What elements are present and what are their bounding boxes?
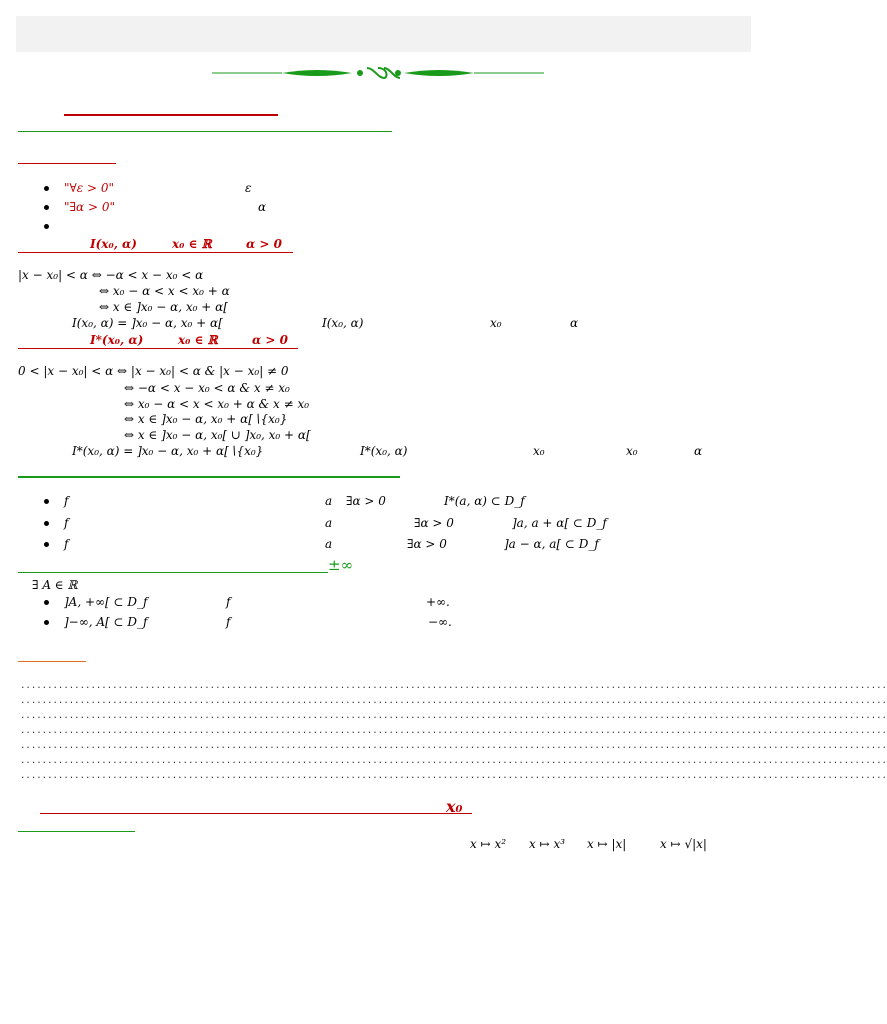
subsection-rule	[18, 163, 116, 164]
center-symbol: x₀	[490, 316, 502, 330]
equivalence-line: |x − x₀| < α ⇔ −α < x − x₀ < α	[18, 268, 204, 282]
equivalence-line: ⇔ x ∈ ]x₀ − α, x₀[ ∪ ]x₀, x₀ + α[	[124, 428, 311, 442]
section-rule	[40, 813, 472, 814]
bullet	[44, 600, 49, 605]
function-square: x ↦ x²	[470, 837, 507, 851]
dotted-answer-line: ................................................................................................................................................................	[20, 711, 887, 721]
x0-real: x₀ ∈ ℝ	[172, 237, 212, 251]
function-symbol: f	[226, 595, 231, 609]
bullet	[44, 224, 49, 229]
bullet	[44, 186, 49, 191]
domain-inclusion: ]−∞, A[ ⊂ D_f	[64, 615, 148, 629]
x0-heading: x₀	[446, 797, 463, 816]
limit-target: +∞.	[426, 595, 450, 609]
epsilon-symbol: ε	[245, 181, 252, 195]
dotted-answer-line: ................................................................................................................................................................	[20, 696, 887, 706]
subsection-rule	[18, 831, 135, 832]
radius-symbol: α	[570, 316, 579, 330]
function-symbol: f	[64, 494, 69, 508]
function-abs: x ↦ |x|	[587, 837, 627, 851]
dotted-answer-line: ................................................................................................................................................................	[20, 741, 887, 751]
title-underline	[64, 114, 278, 116]
bullet	[44, 542, 49, 547]
header-bar	[16, 16, 751, 52]
section-rule	[18, 131, 392, 132]
equivalence-line: ⇔ x ∈ ]x₀ − α, x₀ + α[∖{x₀}	[124, 412, 288, 426]
radius-symbol: α	[694, 444, 703, 458]
function-cube: x ↦ x³	[529, 837, 566, 851]
dotted-answer-line: ................................................................................................................................................................	[20, 681, 887, 691]
bullet	[44, 620, 49, 625]
bullet	[44, 521, 49, 526]
function-symbol: f	[226, 615, 231, 629]
x0-real: x₀ ∈ ℝ	[178, 333, 218, 347]
exercise-rule	[18, 661, 86, 662]
plus-minus-infinity: ±∞	[328, 556, 354, 574]
point-symbol: a	[325, 537, 333, 551]
alpha-positive: α > 0	[246, 237, 282, 251]
interval-symbol: I*(x₀, α)	[360, 444, 408, 458]
function-symbol: f	[64, 537, 69, 551]
excluded-point-symbol: x₀	[626, 444, 638, 458]
function-sqrt-abs: x ↦ √|x|	[660, 837, 707, 851]
interval-symbol: I(x₀, α)	[322, 316, 364, 330]
ornament-divider-icon	[212, 64, 544, 82]
section-rule	[18, 476, 400, 478]
point-symbol: a	[325, 516, 333, 530]
bullet	[44, 499, 49, 504]
heading-rule	[18, 348, 298, 349]
equivalence-line: ⇔ x₀ − α < x < x₀ + α	[99, 284, 230, 298]
dotted-answer-line: ................................................................................................................................................................	[20, 756, 887, 766]
domain-inclusion: I*(a, α) ⊂ D_f	[444, 494, 525, 508]
interval-heading: I(x₀, α)	[90, 237, 137, 251]
domain-inclusion: ]a − α, a[ ⊂ D_f	[504, 537, 599, 551]
function-symbol: f	[64, 516, 69, 530]
dotted-answer-line: ................................................................................................................................................................	[20, 771, 887, 781]
domain-inclusion: ]A, +∞[ ⊂ D_f	[64, 595, 148, 609]
quantifier-epsilon: "∀ε > 0"	[64, 181, 115, 195]
existence-condition: ∃α > 0	[407, 537, 447, 551]
existence-condition: ∃α > 0	[346, 494, 386, 508]
existence-condition: ∃α > 0	[414, 516, 454, 530]
limit-target: −∞.	[428, 615, 452, 629]
punctured-interval-definition: I*(x₀, α) = ]x₀ − α, x₀ + α[∖{x₀}	[72, 444, 264, 458]
alpha-positive: α > 0	[252, 333, 288, 347]
heading-rule	[18, 252, 293, 253]
dotted-answer-line: ................................................................................................................................................................	[20, 726, 887, 736]
center-symbol: x₀	[533, 444, 545, 458]
section-rule	[18, 572, 328, 573]
alpha-symbol: α	[258, 200, 267, 214]
domain-inclusion: ]a, a + α[ ⊂ D_f	[512, 516, 607, 530]
equivalence-line: 0 < |x − x₀| < α ⇔ |x − x₀| < α & |x − x₀| ≠ 0	[18, 364, 289, 378]
punctured-interval-heading: I*(x₀, α)	[90, 333, 144, 347]
equivalence-line: ⇔ x₀ − α < x < x₀ + α & x ≠ x₀	[124, 397, 310, 411]
point-symbol: a	[325, 494, 333, 508]
equivalence-line: ⇔ −α < x − x₀ < α & x ≠ x₀	[124, 381, 290, 395]
quantifier-alpha: "∃α > 0"	[64, 200, 115, 214]
equivalence-line: ⇔ x ∈ ]x₀ − α, x₀ + α[	[99, 300, 228, 314]
exists-A: ∃ A ∈ ℝ	[32, 578, 78, 592]
bullet	[44, 205, 49, 210]
interval-definition: I(x₀, α) = ]x₀ − α, x₀ + α[	[72, 316, 223, 330]
